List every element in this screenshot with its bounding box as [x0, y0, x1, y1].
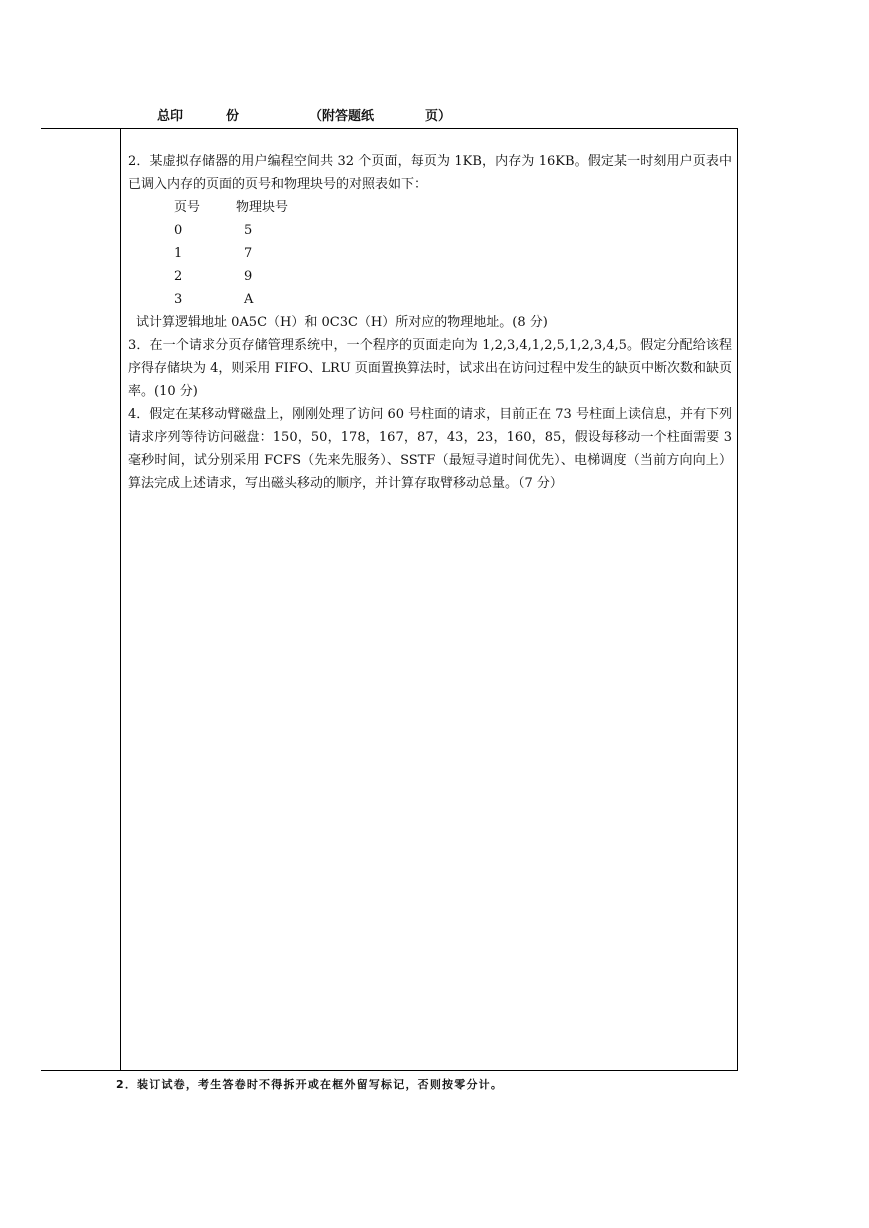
right-column-border [737, 128, 738, 1070]
table-row [174, 265, 344, 288]
top-border [41, 128, 737, 129]
table-row [174, 219, 344, 242]
block-number-cell: 5 [244, 223, 253, 238]
table-row [174, 242, 344, 265]
table-row [174, 288, 344, 311]
page-number-cell: 2 [174, 269, 183, 284]
question-area [128, 150, 732, 495]
header-block-number: 物理块号 [236, 200, 289, 215]
page-table [174, 196, 344, 311]
block-number-cell: A [244, 292, 254, 307]
block-number-cell: 7 [244, 246, 253, 261]
exam-header [0, 108, 869, 126]
pages-label: 页） [425, 109, 452, 124]
page-number-cell: 0 [174, 223, 183, 238]
block-number-cell: 9 [244, 269, 253, 284]
left-column-border [120, 128, 121, 1070]
question-2-text: 2．某虚拟存储器的用户编程空间共 32 个页面，每页为 1KB，内存为 16KB。假定某一时刻用户页表中已调入内存的页面的页号和物理块号的对照表如下： [128, 154, 732, 192]
page-number-cell: 1 [174, 246, 183, 261]
question-3-text: 3．在一个请求分页存储管理系统中，一个程序的页面走向为 1,2,3,4,1,2,5,1,2,3,4,5。假定分配给该程序得存储块为 4，则采用 FIFO、LRU 页面置换算法时，试求出在访问过程中发生的缺页中断次数和缺页率。(10 分) [128, 338, 732, 399]
page-number-cell: 3 [174, 292, 183, 307]
page-table-header [174, 196, 344, 219]
bottom-border [41, 1070, 738, 1071]
question-2-calc: 试计算逻辑地址 0A5C（H）和 0C3C（H）所对应的物理地址。(8 分) [136, 315, 548, 330]
header-page-number: 页号 [174, 200, 201, 215]
total-print-label: 总印 [157, 109, 184, 124]
copies-label: 份 [226, 109, 240, 124]
question-4-text: 4．假定在某移动臂磁盘上，刚刚处理了访问 60 号柱面的请求，目前正在 73 号柱面上读信息，并有下列请求序列等待访问磁盘：150，50，178，167，87，43，23，160，85，假设每移动一个柱面需要 3 毫秒时间，试分别采用 FCFS（先来先服务）、SSTF（最短寻道时间优先）、电梯调度（当前方向向上）算法完成上述请求，写出磁头移动的顺序，并计算存取臂移动总量。（7 分） [128, 407, 732, 491]
attach-sheet-label: （附答题纸 [309, 109, 375, 124]
binding-note: 2．装订试卷，考生答卷时不得拆开或在框外留写标记，否则按零分计。 [116, 1078, 504, 1091]
